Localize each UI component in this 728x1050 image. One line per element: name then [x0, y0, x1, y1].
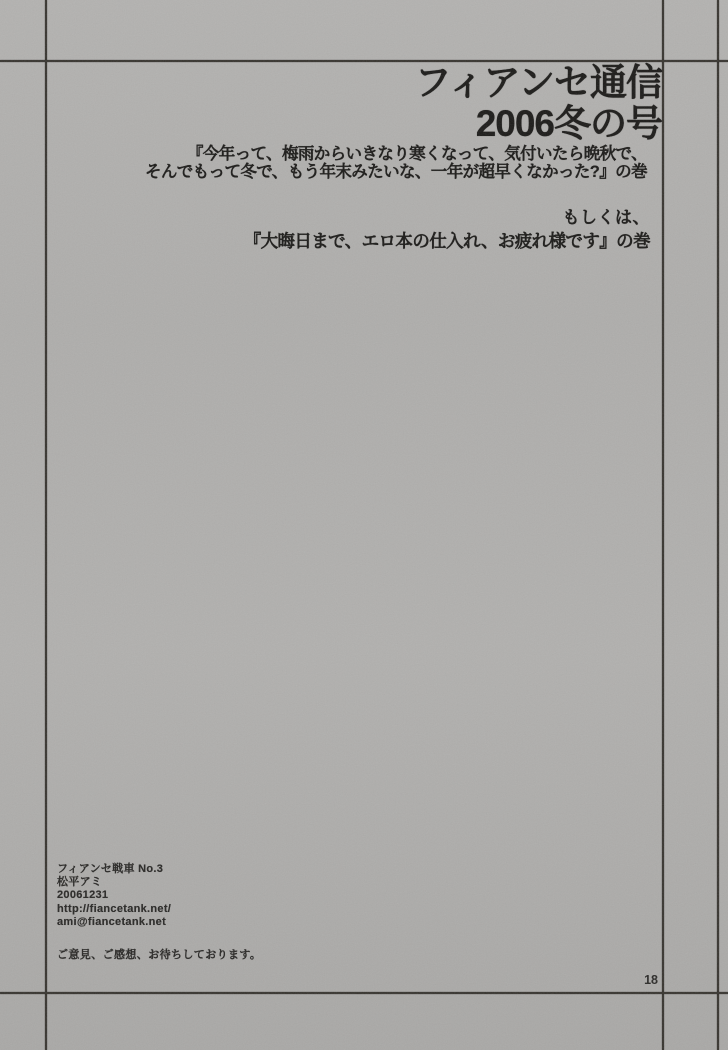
page-border-left — [45, 0, 47, 1050]
colophon — [57, 863, 171, 929]
episode-subtitle-line1: 『今年って、梅雨からいきなり寒くなって、気付いたら晩秋で、 — [186, 145, 647, 163]
episode-subtitle — [145, 145, 647, 181]
colophon-series: フィアンセ戦車 No.3 — [57, 863, 164, 875]
page-border-bottom — [0, 992, 728, 994]
newsletter-title — [414, 61, 662, 143]
page-border-right-inner — [662, 0, 664, 1050]
colophon-email: ami@fiancetank.net — [57, 915, 167, 928]
colophon-website: http://fiancetank.net/ — [57, 902, 172, 915]
alternate-subtitle — [244, 206, 650, 253]
newsletter-title-line2: 2006冬の号 — [475, 103, 662, 144]
colophon-author: 松平アミ — [57, 876, 103, 889]
page-number: 18 — [644, 973, 658, 987]
page-border-right-outer — [717, 0, 719, 1050]
alternate-subtitle-line: 『大晦日まで、エロ本の仕入れ、お疲れ様です』の巻 — [243, 231, 650, 251]
feedback-note: ご意見、ご感想、お待ちしております。 — [57, 949, 262, 961]
episode-subtitle-line2: そんでもって冬で、もう年末みたいな、一年が超早くなかった?』の巻 — [144, 163, 647, 181]
newsletter-title-line1: フィアンセ通信 — [414, 62, 662, 103]
colophon-date: 20061231 — [57, 889, 109, 902]
alternate-subtitle-intro: もしくは、 — [562, 208, 650, 227]
